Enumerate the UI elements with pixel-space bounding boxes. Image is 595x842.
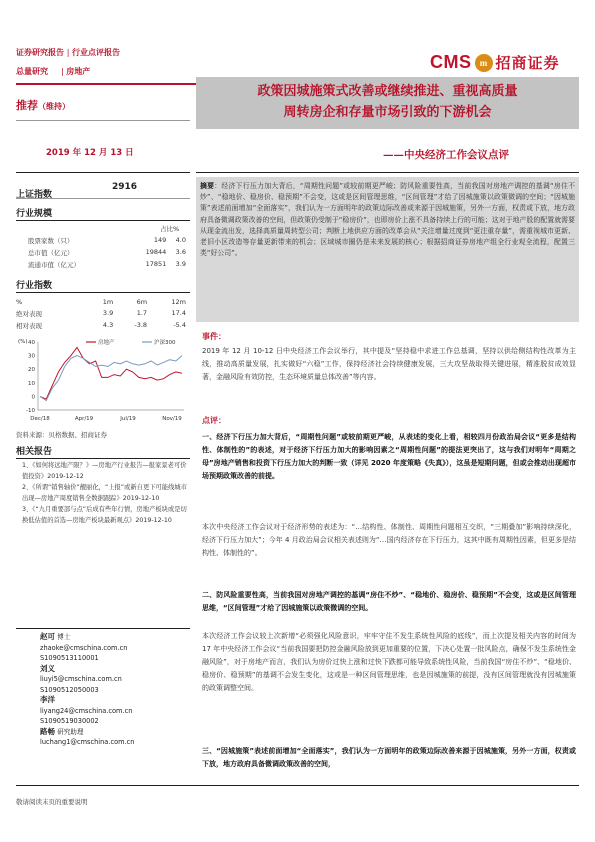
scale-pct-header: 占比% xyxy=(160,225,180,233)
header-separator: | xyxy=(50,67,67,76)
analyst-name xyxy=(40,727,190,738)
divider xyxy=(16,198,190,199)
scale-value: 19844 xyxy=(145,248,167,256)
point-3-bold: 三、“因城施策”表述前面增加“全面落实”，我们认为一方面明年的政策边际改善来源于因城施策，另外一方面，权责或下放，地方政府具备微调政策改善的空间， xyxy=(202,747,576,768)
chart-y-tick-label: 10 xyxy=(28,380,35,387)
chart-series-line-1 xyxy=(40,356,182,401)
analyst-name xyxy=(40,695,190,706)
analyst-name-text: 李洋 xyxy=(40,695,55,704)
market-index-value: 2916 xyxy=(112,182,138,192)
scale-label: 流通市值（亿元） xyxy=(28,260,80,269)
report-subtitle: ——中央经济工作会议点评 xyxy=(383,149,509,161)
abstract-box xyxy=(196,177,579,322)
perf-header-cell: 12m xyxy=(171,297,186,306)
divider xyxy=(16,220,190,221)
point-2-bold: 二、防风险重要性高，当前我国对房地产调控的基调“房住不炒”、“稳地价、稳房价、稳预期”不会变，这或是区间管理思维，“区间管理”才给了因城施策以政策微调的空间。 xyxy=(202,591,576,612)
related-report-item: 2、《所谓“销售轴价”靓丽化，“上报”或新自更下可能线城市出现—房地产周度销售全数据跟踪》2019-12-10 xyxy=(22,484,188,502)
event-paragraph: 2019 年 12 月 10-12 日中央经济工作会议举行，其中提及“坚持稳中求进工作总基调，坚持以供给侧结构性改革为主线，推动高质量发展，扎实做好“六稳”工作，保持经济社会持续健康发展，三大攻坚战取得关键进展，精准脱贫成效显著，金融风险有效防控，生态环境质量总体改善”等内容。 xyxy=(202,347,576,381)
scale-pct: 3.9 xyxy=(175,260,186,268)
scale-label: 股票家数（只） xyxy=(28,236,74,245)
chart-x-tick-label: Apr/19 xyxy=(74,416,94,422)
scale-pct: 4.0 xyxy=(175,236,186,244)
footer-disclaimer: 敬请阅读末页的重要说明 xyxy=(16,798,88,806)
analyst-list xyxy=(40,632,190,748)
analyst-name-text: 赵可 xyxy=(40,632,55,641)
chart-y-tick-label: 0 xyxy=(31,394,35,401)
perf-header-cell: 6m xyxy=(136,297,148,306)
research-type: 总量研究 xyxy=(16,67,48,76)
header-row-1 xyxy=(16,47,120,58)
perf-6m: -3.8 xyxy=(134,321,148,329)
analyst-email: zhaoke@cmschina.com.cn xyxy=(40,643,128,652)
chart-y-tick-label: 40 xyxy=(28,340,35,346)
industry-index-title: 行业指数 xyxy=(16,281,53,291)
chart-legend-label: 房地产 xyxy=(98,340,115,346)
related-report-item: 1、《如何将远地产限？》—房地产行业报告—报家景老可价值投资》2019-12-12 xyxy=(22,462,187,480)
analyst-cert-id: S1090513110001 xyxy=(40,654,99,662)
data-source: 资料来源：贝格数据、招商证券 xyxy=(16,431,107,439)
perf-header-cell: 1m xyxy=(102,297,114,306)
event-heading: 事件： xyxy=(202,332,226,341)
abstract-text: ：经济下行压力加大背后，“周期性问题”或较前期更严峻；防风险重要性高，当前我国对房地产调控的基调“房住不炒”、“稳地价、稳房价、稳预期”不会变，这或是区间管理思维，“区间管理”才给了因城施策以政策微调的空间；“因城施策”表述前面增加“全面落实”，我们认为一方面明年的政策边际改善或来源于因城施策，另外一方面，权责或下放，地方政府具备微调政策改善的空间，但政策仍受制于“稳房价”，也即房价上涨不具备持续上行的可能；这对于地产股的配置就需要从现金流出发，选择高质量周转型公司；判断上地供应方面的改革会从“关注增量过度到“更注重存量”，需重视城市更新、老旧小区改造等存量更新带来的机会；区域城市圈仍是未来发展的核心；根据招商证券房地产组全行业观全流程，配置三类“好公司”。 xyxy=(200,182,576,258)
analyst-email: liuyi5@cmschina.com.cn xyxy=(40,675,122,683)
rating-label: 推荐 xyxy=(16,99,38,112)
footer-rule xyxy=(16,785,579,786)
analyst-cert-id: S1090519030002 xyxy=(40,717,99,725)
divider xyxy=(16,172,190,173)
point-1-text: 本次中央经济工作会议对于经济形势的表述为：“…结构性、体制性、周期性问题相互交织，“三期叠加”影响持续深化，经济下行压力加大”；今年 4 月政治局会议相关表述则为“…国内经济存在下行压力，这其中既有周期性因素，但更多是结构性、体制性的”。 xyxy=(202,523,576,557)
scale-value: 149 xyxy=(153,236,167,244)
analyst-cert-id: S1090512050003 xyxy=(40,685,99,694)
industry-index-chart xyxy=(16,336,190,422)
chart-x-tick-label: Dec/18 xyxy=(30,416,50,422)
chart-y-tick-label: 20 xyxy=(28,367,35,374)
report-category: 证券研究报告 xyxy=(16,48,64,57)
scale-label: 总市值（亿元） xyxy=(28,248,74,257)
title-block xyxy=(196,77,579,129)
analyst-entry xyxy=(40,695,190,727)
divider xyxy=(196,172,579,173)
report-title-line-2: 周转房企和存量市场引致的下游机会 xyxy=(283,105,492,120)
analyst-entry xyxy=(40,727,190,748)
logo-badge-icon: m xyxy=(475,54,493,72)
abstract-label: 摘要 xyxy=(200,182,215,190)
scale-row xyxy=(28,246,186,258)
chart-legend-label: 沪深300 xyxy=(154,340,176,346)
chart-y-unit: (%) xyxy=(18,339,28,345)
analyst-title: 博士 xyxy=(55,633,71,641)
divider xyxy=(16,628,190,629)
logo-chinese: 招商证券 xyxy=(495,54,560,72)
related-reports-title: 相关报告 xyxy=(16,447,53,457)
analyst-name-text: 刘义 xyxy=(40,663,55,673)
analyst-name xyxy=(40,632,190,643)
header-row-2 xyxy=(16,66,90,77)
perf-1m: 3.9 xyxy=(102,309,114,317)
analyst-title: 研究助理 xyxy=(55,727,84,736)
perf-1m: 4.3 xyxy=(102,321,114,329)
report-type: 行业点评报告 xyxy=(72,48,121,57)
scale-pct: 3.6 xyxy=(175,248,186,256)
perf-12m: -5.4 xyxy=(173,321,186,329)
perf-6m: 1.7 xyxy=(136,309,148,317)
analyst-name-text: 路畅 xyxy=(40,726,55,736)
industry-scale-title: 行业规模 xyxy=(16,209,53,219)
related-reports-list xyxy=(22,461,190,527)
scale-row xyxy=(28,258,186,270)
scale-value: 17851 xyxy=(145,260,167,268)
analyst-name xyxy=(40,664,190,675)
brand-logo xyxy=(430,52,560,73)
perf-label: 绝对表现 xyxy=(16,309,42,318)
comment-heading: 点评： xyxy=(202,416,226,425)
rating xyxy=(16,97,70,113)
analyst-entry xyxy=(40,632,190,664)
perf-row xyxy=(16,307,186,319)
chart-x-tick-label: Nov/19 xyxy=(162,416,182,422)
divider xyxy=(16,458,190,459)
industry-scale-table xyxy=(28,234,186,270)
performance-header-row xyxy=(16,296,186,307)
performance-table xyxy=(16,296,186,331)
rating-note: （维持） xyxy=(38,102,70,111)
chart-y-tick-label: -10 xyxy=(26,408,35,414)
header-separator: | xyxy=(66,48,73,57)
perf-header-cell: % xyxy=(16,297,23,306)
analyst-email: liyang24@cmschina.com.cn xyxy=(40,706,133,715)
report-date: 2019 年 12 月 13 日 xyxy=(46,148,134,158)
analyst-entry xyxy=(40,664,190,696)
chart-x-tick-label: Jul/19 xyxy=(120,416,136,422)
scale-row xyxy=(28,234,186,246)
industry-name: 房地产 xyxy=(66,67,91,76)
divider xyxy=(16,292,190,293)
perf-row xyxy=(16,319,186,331)
market-index-label: 上证指数 xyxy=(16,190,53,200)
point-2-text: 本次经济工作会议较上次新增“必须强化风险意识，牢牢守住不发生系统性风险的底线”，而上次提及相关内容的时间为 17 年中央经济工作会议“当前我国要把防控金融风险放到更加重要的位置，下决心处置一批风险点，确保不发生系统性金融风险”，对于房地产而言，我们认为房价过快上涨和过快下跌都可能导致系统性风险，当前我国“房住不炒”、“稳地价、稳房价、稳预期”的基调不会发生变化，这或是一种区间管理思维，也是因城施策的前提，没有区间管理就没有因城施策的政策调整空间。 xyxy=(202,632,576,692)
report-title-line-1: 政策因城施策式改善或继续推进、重视高质量 xyxy=(257,84,518,99)
divider xyxy=(16,120,190,121)
chart-y-tick-label: 30 xyxy=(28,353,35,360)
logo-latin: CMS xyxy=(430,52,472,72)
point-1-bold: 一、经济下行压力加大背后，“周期性问题”或较前期更严峻，从表述的变化上看，相较四月份政治局会议“更多是结构性、体制性的”的表述，对于经济下行压力加大的影响因素之“周期性问题”的提法更突出了，这与我们对明年“周期之母”房地产销售和投资下行压力加大的判断一致（详见 2020 年度策略《失真》），这虽是短期问题，但或会推动出现超市场预期政策改善的前提。 xyxy=(202,433,576,480)
related-report-item: 3、《“九月重要部与点”后成有些年行情，房地产板块或是切换低估值的首选—房地产板块最新观点》2019-12-10 xyxy=(22,506,187,524)
perf-12m: 17.4 xyxy=(171,309,186,317)
analyst-email: luchang1@cmschina.com.cn xyxy=(40,738,135,746)
perf-label: 相对表现 xyxy=(16,321,42,330)
